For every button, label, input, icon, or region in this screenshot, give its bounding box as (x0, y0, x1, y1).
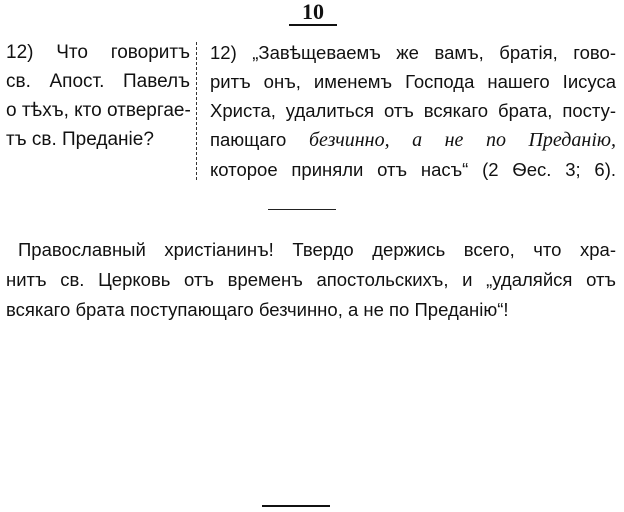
exhortation-line: Православный христіанинъ! Твердо держись всего, что хра- (18, 239, 616, 260)
answer-emphasis: безчинно, а не по Преданію, (308, 129, 616, 151)
question-line: о тѣхъ, кто отвергае- (6, 100, 191, 121)
column-divider (196, 42, 197, 180)
exhortation-line: нитъ св. Церковь отъ временъ апостольскихъ, и „удаляйся отъ (6, 269, 616, 290)
exhortation-line: всякаго брата поступающаго безчинно, а не по Преданію“! (6, 299, 509, 320)
question-line: св. Апост. Павелъ (6, 71, 190, 92)
answer-line: которое приняли отъ насъ“ (2 Ѳес. 3; 6). (210, 159, 616, 180)
question-line: 12) Что говоритъ (6, 42, 190, 63)
bottom-rule (262, 505, 330, 507)
answer-line (210, 125, 616, 155)
answer-line: 12) „Завѣщеваемъ же вамъ, братія, гово- (210, 42, 616, 63)
answer-line: Христа, удалиться отъ всякаго брата, посту- (210, 100, 616, 121)
question-column (6, 38, 190, 154)
exhortation-paragraph (6, 235, 616, 325)
answer-text: пающаго (210, 129, 309, 150)
question-line: тъ св. Преданіе? (6, 129, 154, 150)
page-number: 10 (302, 0, 324, 24)
answer-line: ритъ онъ, именемъ Господа нашего Іисуса (210, 71, 616, 92)
section-separator (268, 209, 336, 210)
answer-column (210, 38, 616, 184)
page-number-underline (289, 24, 337, 26)
